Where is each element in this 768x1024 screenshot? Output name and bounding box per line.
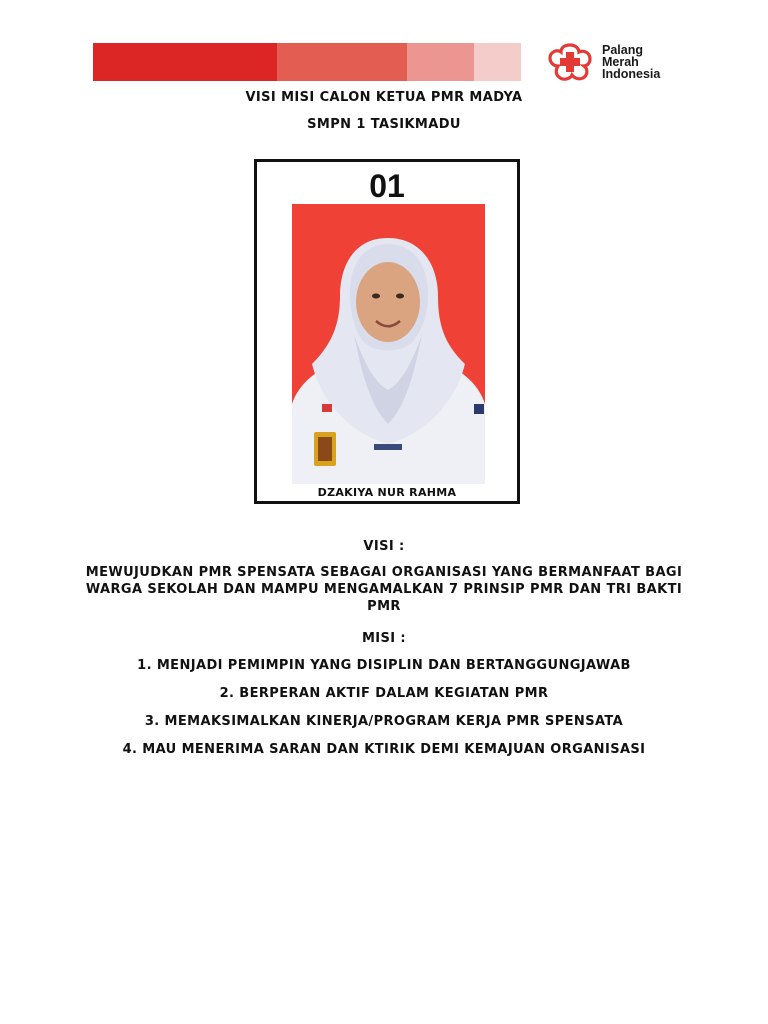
header-bar-segment [277, 43, 407, 81]
misi-item: 1. MENJADI PEMIMPIN YANG DISIPLIN DAN BERTANGGUNGJAWAB [137, 658, 631, 673]
misi-item: 3. MEMAKSIMALKAN KINERJA/PROGRAM KERJA PMR SPENSATA [144, 714, 624, 729]
logo-wordmark [602, 44, 660, 80]
header-gradient-bar [93, 43, 521, 81]
pmi-logo [546, 42, 660, 82]
misi-item: 4. MAU MENERIMA SARAN DAN KTIRIK DEMI KEMAJUAN ORGANISASI [122, 742, 646, 757]
visi-heading: VISI : [363, 539, 405, 554]
candidate-number: 01 [369, 168, 405, 204]
document-title: VISI MISI CALON KETUA PMR MADYA [245, 90, 523, 105]
header-bar-segment [407, 43, 474, 81]
visi-statement: MEWUJUDKAN PMR SPENSATA SEBAGAI ORGANISASI YANG BERMANFAAT BAGI WARGA SEKOLAH DAN MAMPU MENGAMALKAN 7 PRINSIP PMR DAN TRI BAKTI PMR [85, 565, 683, 614]
header-bar-segment [474, 43, 521, 81]
logo-line-2: Merah [602, 55, 639, 69]
candidate-portrait-illustration [292, 204, 485, 484]
candidate-photo [292, 204, 485, 484]
logo-line-3: Indonesia [602, 67, 661, 81]
misi-item: 2. BERPERAN AKTIF DALAM KEGIATAN PMR [219, 686, 549, 701]
school-name: SMPN 1 TASIKMADU [307, 117, 461, 132]
red-cross-flower-icon [546, 42, 594, 82]
header-bar-segment [93, 43, 277, 81]
candidate-card [254, 159, 520, 504]
candidate-name: DZAKIYA NUR RAHMA [317, 486, 457, 499]
misi-heading: MISI : [361, 631, 407, 646]
logo-line-1: Palang [602, 43, 643, 57]
